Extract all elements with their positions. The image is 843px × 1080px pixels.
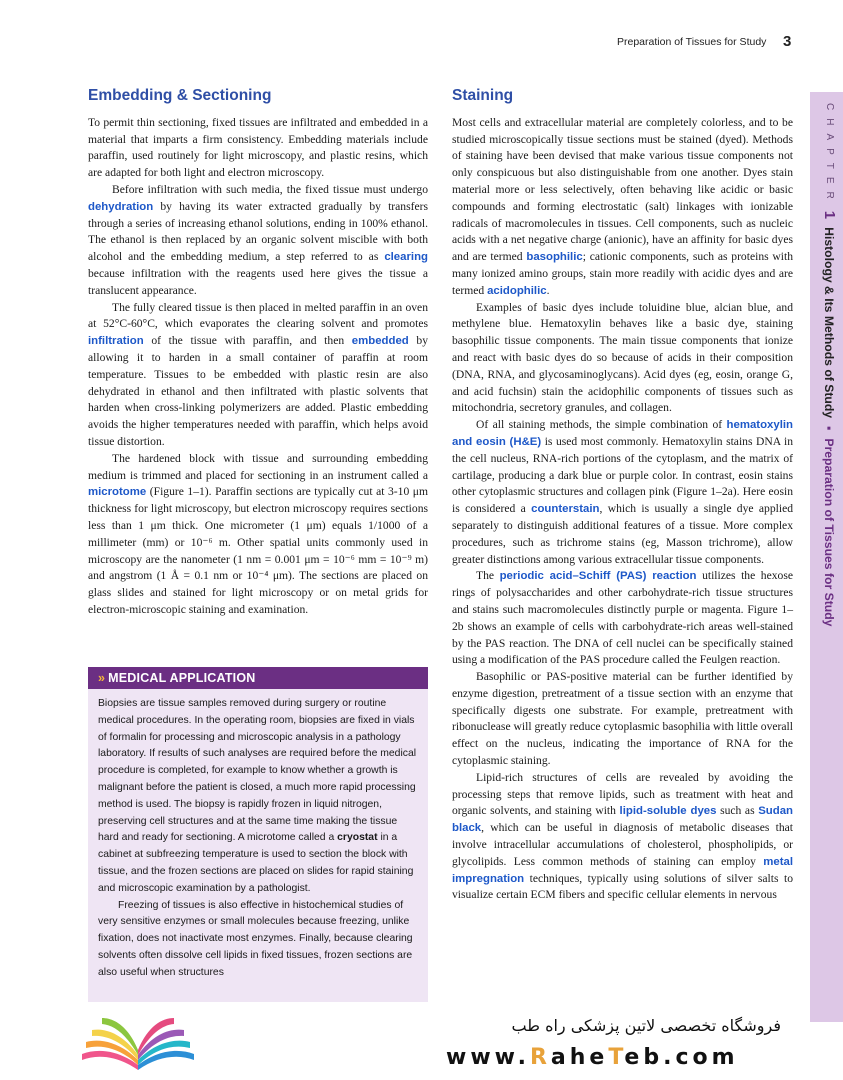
key-term: counterstain [531, 503, 600, 516]
chapter-number: 1 [821, 210, 838, 220]
medical-application-title: » MEDICAL APPLICATION [88, 667, 428, 689]
section-title: Preparation of Tissues for Study [822, 438, 837, 627]
store-name: فروشگاه تخصصی لاتین پزشکی راه طب [511, 1016, 781, 1035]
medical-application-body [88, 689, 428, 982]
paragraph: The fully cleared tissue is then placed in melted paraffin in an oven at 52°C-60°C, which evaporates the clearing solvent and promotes infiltration of the tissue with paraffin, and then embedded by allowing it to harden in a small container of paraffin at room temperature. Tissues to be embedded with plastic resin are also dehydrated in ethanol and then infiltrated with plastic solvents that harden when cross-linking polymerizers are added. Plastic embedding avoids the higher temperatures needed with paraffin, which helps avoid tissue distortion. [88, 300, 428, 448]
page-number: 3 [783, 33, 792, 50]
double-chevron-icon: » [98, 671, 106, 685]
paragraph: Of all staining methods, the simple combination of hematoxylin and eosin (H&E) is used most commonly. Hematoxylin stains DNA in the cell nucleus, RNA-rich portions of the cytoplasm, and the matrix of cartilage, producing a dark blue or purple color. In contrast, eosin stains other cytoplasmic structures and collagen pink (Figure 1–2a). Here eosin is considered a counterstain, which is usually a single dye applied separately to distinguish additional features of a tissue. More complex procedures, such as trichrome stains (eg, Masson trichrome), allow greater distinctions among various extracellular tissue components. [452, 418, 794, 566]
key-term: basophilic [526, 251, 583, 264]
paragraph: Most cells and extracellular material are completely colorless, and to be studied microscopically tissue sections must be stained (dyed). Methods of staining have been devised that make various tissue components not only conspicuous but also distinguishable from one another. Dyes stain material more or less selectively, often behaving like acidic or basic compounds and forming electrostatic (salt) linkages with ionizable radicals of macromolecules in tissues. Cell components, such as nucleic acids with a net negative charge (anionic), have an affinity for basic dyes and are termed basophilic; cationic components, such as proteins with many ionized amino groups, stain more readily with acidic dyes and are termed acidophilic. [452, 115, 793, 297]
paragraph: Basophilic or PAS-positive material can be further identified by enzyme digestion, pretreatment of a tissue section with an enzyme that specifically digests one substrate. For example, pretreatment with ribonuclease will greatly reduce cytoplasmic basophilia with little overall effect on the nucleus, indicating the importance of RNA for the cytoplasmic staining. [452, 670, 793, 768]
key-term: Sudan black [452, 805, 794, 835]
key-term: embedded [351, 335, 409, 348]
chapter-side-label [821, 103, 838, 626]
chapter-title: Histology & Its Methods of Study [822, 227, 837, 419]
key-term: hematoxylin and eosin (H&E) [452, 419, 793, 448]
key-term: metal impregnation [452, 855, 793, 885]
medical-application-box [88, 667, 428, 1002]
key-term: microtome [88, 486, 147, 499]
store-url[interactable]: www.RaheTeb.com [446, 1045, 739, 1070]
right-column [452, 88, 793, 904]
paragraph: Examples of basic dyes include toluidine blue, alcian blue, and methylene blue. Hematoxylin behaves like a basic dye, staining basophilic tissue components. The main tissue components that ionize and react with basic dyes do so because of acids in their composition (DNA, RNA, and glycosaminoglycans). Acid dyes (eg, eosin, orange G, and acid fuchsin) stain the acidophilic components of tissues such as mitochondria, secretory granules, and collagen. [452, 300, 793, 415]
key-term: periodic acid–Schiff (PAS) reaction [499, 570, 697, 583]
key-term: clearing [384, 251, 428, 264]
key-term: infiltration [88, 335, 144, 348]
running-header: Preparation of Tissues for Study [617, 36, 767, 48]
key-term: dehydration [88, 200, 154, 213]
paragraph: The hardened block with tissue and surrounding embedding medium is trimmed and placed for sectioning in an instrument called a microtome (Figure 1–1). Paraffin sections are typically cut at 3-10 μm thickness for light microscopy, but electron microscopy requires sections less than 1 μm thick. One micrometer (1 μm) equals 1/1000 of a millimeter (mm) or 10⁻⁶ m. Other spatial units commonly used in microscopy are the nanometer (1 nm = 0.001 μm = 10⁻⁶ mm = 10⁻⁹ m) and angstrom (1 Å = 0.1 nm or 10⁻⁴ μm). The sections are placed on glass slides and stained for light microscopy or on metal grids for electron-microscopic staining and examination. [88, 451, 428, 616]
embedding-heading: Embedding & Sectioning [88, 87, 272, 104]
book-logo-icon [78, 1010, 198, 1072]
paragraph: To permit thin sectioning, fixed tissues are infiltrated and embedded in a material that imparts a firm consistency. Embedding materials include paraffin, used routinely for light microscopy, and plastic resins, which are adapted for both light and electron microscopy. [88, 115, 428, 180]
left-column [88, 88, 428, 619]
key-term: acidophilic [487, 284, 547, 297]
paragraph: Biopsies are tissue samples removed during surgery or routine medical procedures. In the operating room, biopsies are fixed in vials of formalin for processing and microscopic analysis in a pathology laboratory. If results of such analyses are required before the medical procedure is completed, for example to know whether a growth is malignant before the patient is closed, a much more rapid processing method is used. The biopsy is rapidly frozen in liquid nitrogen, preserving cell structures and at the same time making the tissue hard and ready for sectioning. A microtome called a cryostat in a cabinet at subfreezing temperature is used to section the block with tissue, and the frozen sections are placed on slides for rapid staining and microscopic examination by a pathologist. [98, 698, 417, 894]
key-term: lipid-soluble dyes [619, 805, 717, 818]
bold-term: cryostat [337, 832, 378, 844]
separator-bullet: ▪ [822, 426, 837, 431]
staining-heading: Staining [452, 87, 514, 104]
paragraph: Before infiltration with such media, the fixed tissue must undergo dehydration by having its water extracted gradually by transfers through a series of increasing ethanol solutions, ending in 100% ethanol. The ethanol is then replaced by an organic solvent miscible with both alcohol and the embedding medium, a step referred to as clearing because infiltration with the reagents used here gives the tissue a translucent appearance. [88, 182, 428, 297]
chapter-label: CHAPTER [824, 103, 835, 207]
paragraph: Freezing of tissues is also effective in histochemical studies of very sensitive enzymes or small molecules because freezing, unlike fixation, does not inactivate most enzymes. Finally, because clearing solvents often dissolve cell lipids in fixed tissues, frozen sections are also useful when structures [98, 899, 413, 978]
paragraph: The periodic acid–Schiff (PAS) reaction utilizes the hexose rings of polysaccharides and other carbohydrate-rich tissue structures and stains such macromolecules distinctly purple or magenta. Figure 1–2b shows an example of cells with carbohydrate-rich areas well-stained by the PAS reaction. The DNA of cell nuclei can be specifically stained using a modification of the PAS procedure called the Feulgen reaction. [452, 569, 793, 667]
paragraph: Lipid-rich structures of cells are revealed by avoiding the processing steps that remove lipids, such as treatment with heat and organic solvents, and staining with lipid-soluble dyes such as Sudan black, which can be useful in diagnosis of metabolic diseases that involve intracellular accumulations of cholesterol, phospholipids, or glycolipids. Less common methods of staining can employ metal impregnation techniques, typically using solutions of silver salts to visualize certain ECM fibers and specific cellular elements in nervous [452, 770, 794, 902]
